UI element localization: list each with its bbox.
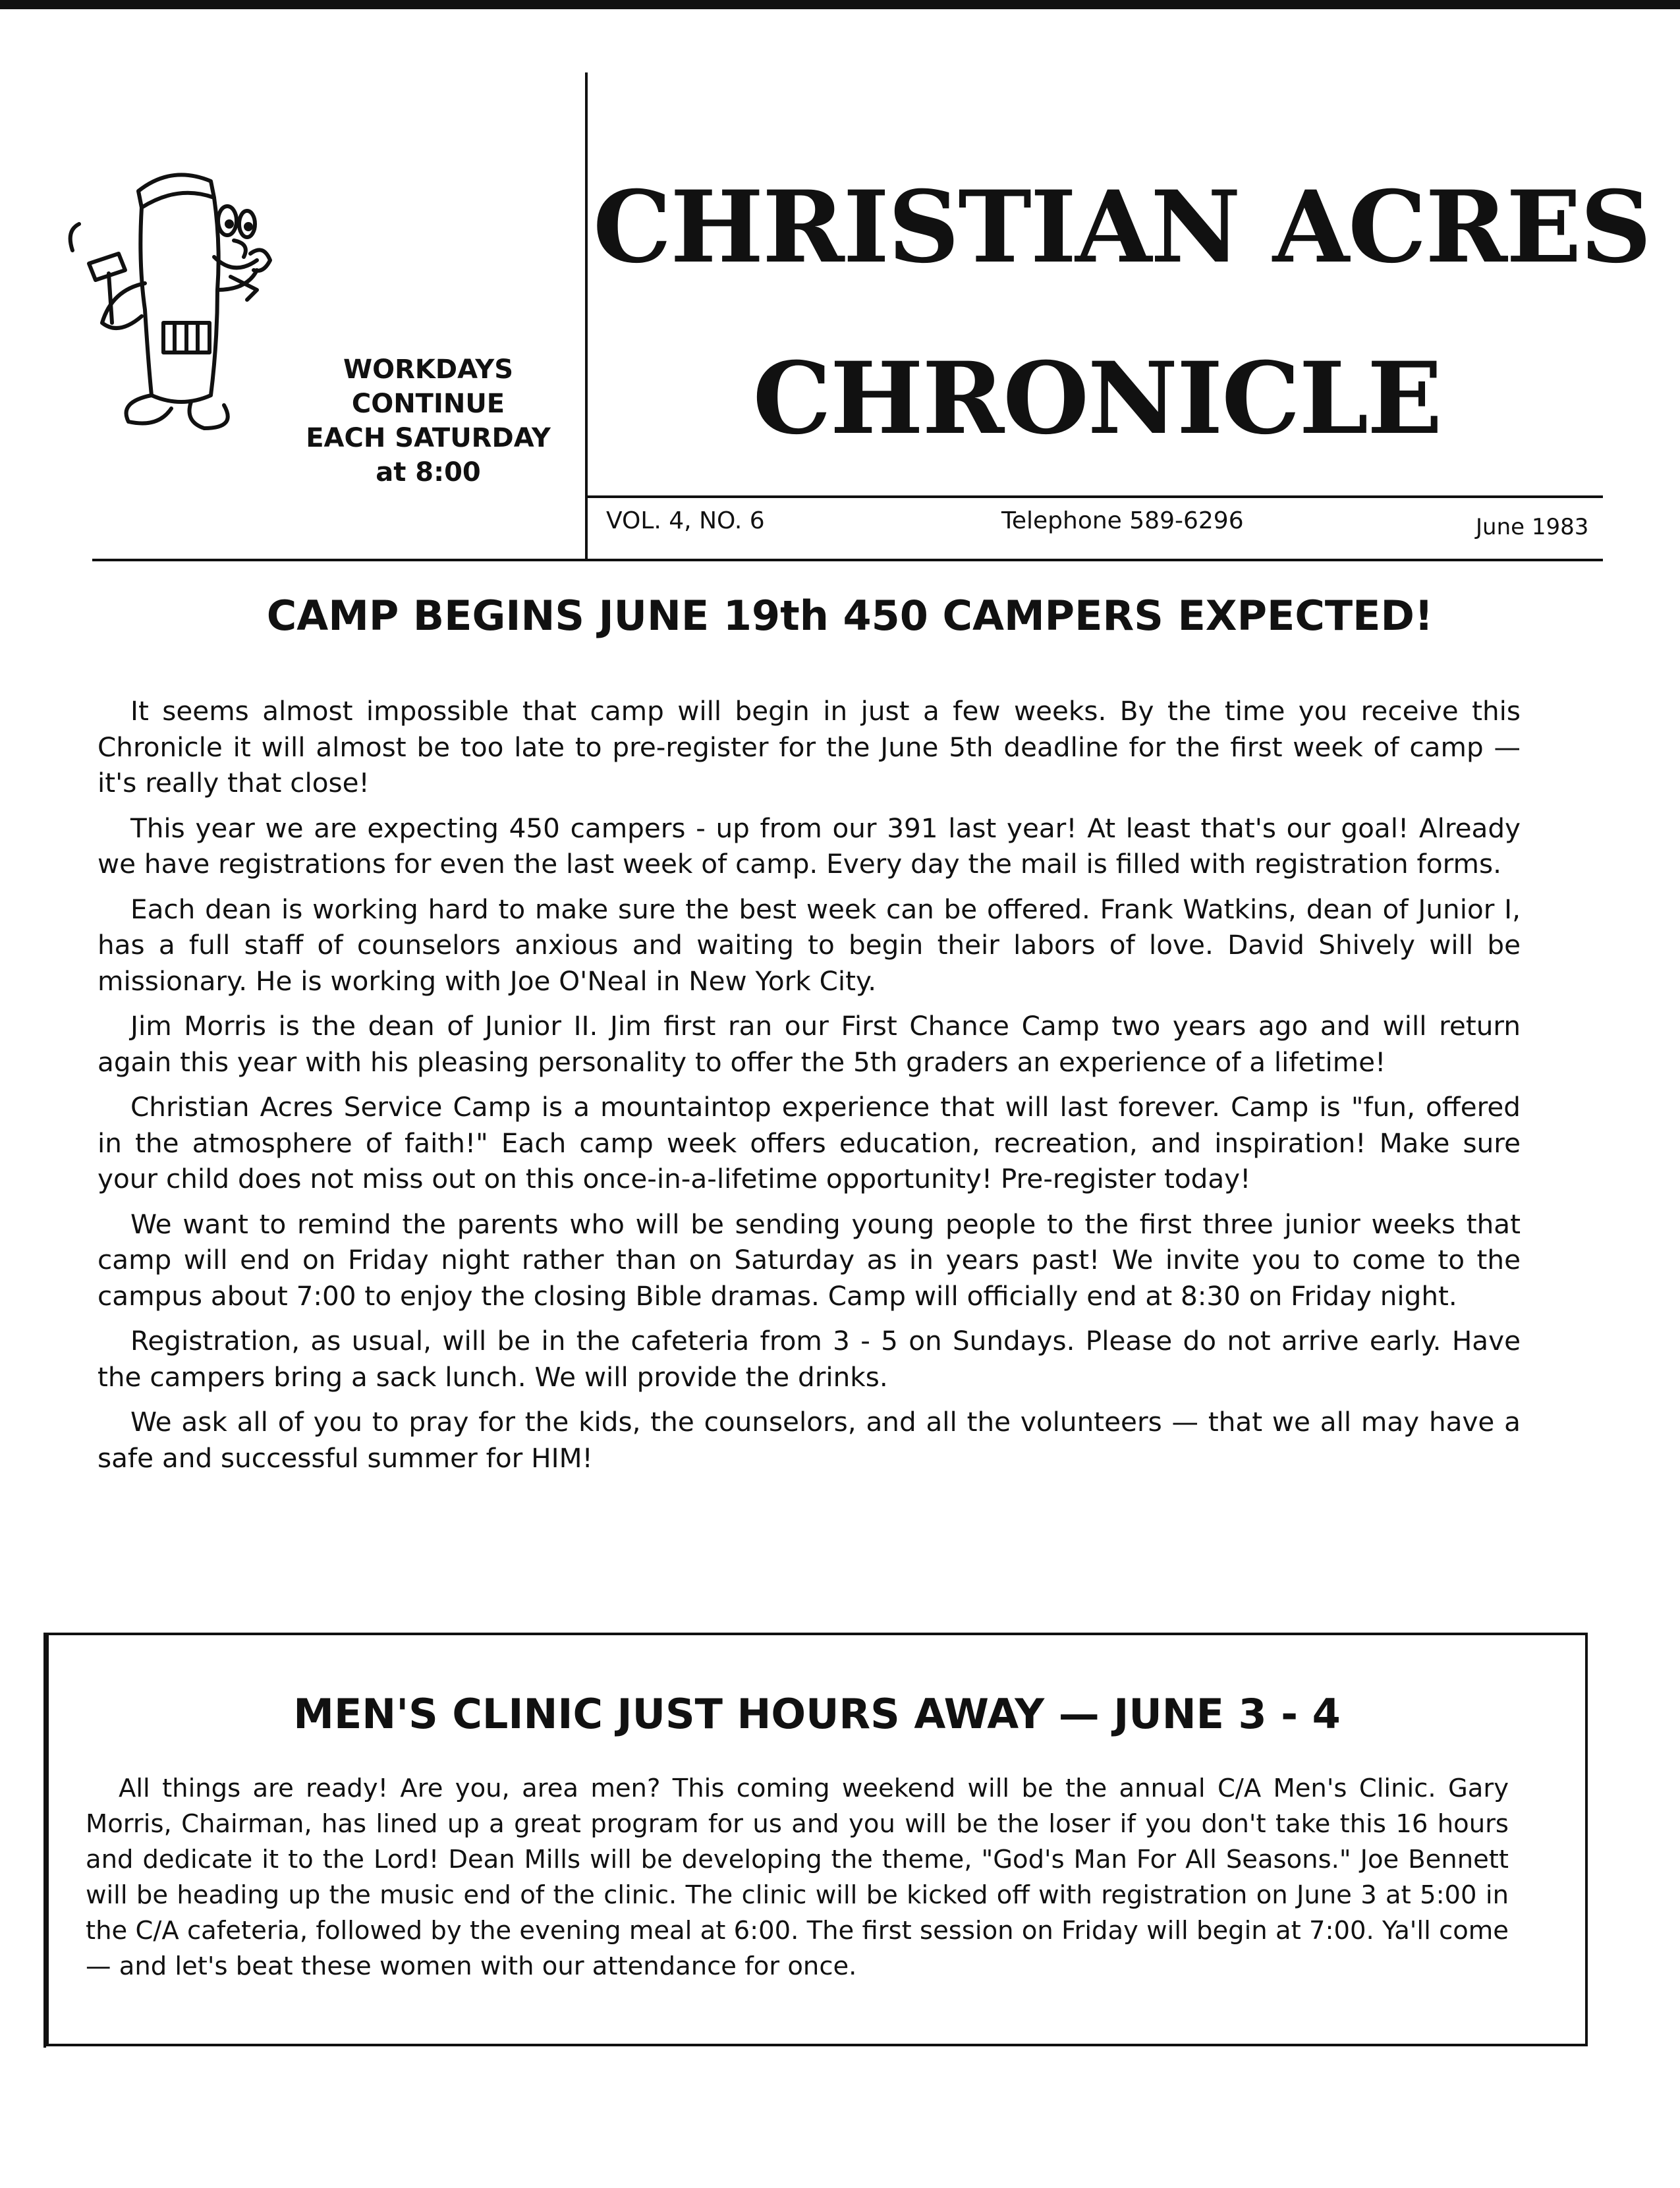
volume-number: VOL. 4, NO. 6 <box>606 507 765 534</box>
workdays-line: EACH SATURDAY <box>306 423 551 453</box>
article-paragraph: Jim Morris is the dean of Junior II. Jim first ran our First Chance Camp two years ago and will return again this year with his pleasing personality to offer the 5th graders an experience of a lifetime! <box>98 1010 1521 1078</box>
telephone-number: Telephone 589-6296 <box>1001 507 1244 534</box>
masthead-divider-vertical <box>585 72 588 560</box>
article-paragraph: It seems almost impossible that camp will begin in just a few weeks. By the time you receive this Chronicle it will almost be too late to pre-register for the June 5th deadline for the first week of camp — it's really that close! <box>98 695 1521 799</box>
article-paragraph: We ask all of you to pray for the kids, the counselors, and all the volunteers — that we all may have a safe and successful summer for HIM! <box>98 1406 1521 1474</box>
title-line-1: CHRISTIAN ACRES <box>593 169 1650 285</box>
masthead-divider-top <box>585 495 1603 498</box>
masthead-divider-left <box>92 559 588 561</box>
workdays-line: WORKDAYS <box>343 354 514 385</box>
masthead-divider-bottom <box>585 559 1603 561</box>
title-line-2: CHRONICLE <box>752 341 1442 457</box>
camp-headline: CAMP BEGINS JUNE 19th 450 CAMPERS EXPECTED! <box>266 592 1434 640</box>
top-border-rule <box>0 0 1680 9</box>
clinic-headline: MEN'S CLINIC JUST HOURS AWAY — JUNE 3 - 4 <box>293 1690 1341 1738</box>
article-paragraph: Christian Acres Service Camp is a mountaintop experience that will last forever. Camp is "fun, offered in the atmosphere of faith!" Each camp week offers education, recreation, and inspiration! Make sure your child does not miss out on this once-in-a-lifetime opportunity! Pre-register today! <box>98 1091 1521 1194</box>
newspaper-title <box>593 142 1650 484</box>
camp-article-body <box>98 693 1521 1485</box>
article-paragraph: Registration, as usual, will be in the cafeteria from 3 - 5 on Sundays. Please do not arrive early. Have the campers bring a sack lunch. We will provide the drinks. <box>98 1325 1521 1393</box>
handyman-mascot-icon <box>66 145 277 461</box>
article-paragraph: Each dean is working hard to make sure the best week can be offered. Frank Watkins, dean of Junior I, has a full staff of counselors anxious and waiting to begin their labors of love. David Shively will be missionary. He is working with Joe O'Neal in New York City. <box>98 893 1521 997</box>
workdays-line: at 8:00 <box>376 457 481 488</box>
article-paragraph: We want to remind the parents who will be sending young people to the first three junior weeks that camp will end on Friday night rather than on Saturday as in years past! We invite you to come to the campus about 7:00 to enjoy the closing Bible dramas. Camp will officially end at 8:30 on Friday night. <box>98 1208 1521 1312</box>
clinic-paragraph: All things are ready! Are you, area men? This coming weekend will be the annual C/A Men's Clinic. Gary Morris, Chairman, has lined up a great program for us and you will be the loser if you don't take this 16 hours and dedicate it to the Lord! Dean Mills will be developing the theme, "God's Man For All Seasons." Joe Bennett will be heading up the music end of the clinic. The clinic will be kicked off with registration on June 3 at 5:00 in the C/A cafeteria, followed by the evening meal at 6:00. The first session on Friday will begin at 7:00. Ya'll come — and let's beat these women with our attendance for once. <box>86 1774 1509 1981</box>
workdays-line: CONTINUE <box>351 389 505 419</box>
issue-date: June 1983 <box>1476 514 1589 540</box>
clinic-article-body <box>86 1771 1509 1984</box>
workdays-notice <box>290 352 567 490</box>
article-paragraph: This year we are expecting 450 campers - up from our 391 last year! At least that's our goal! Already we have registrations for even the last week of camp. Every day the mail is filled with registration forms. <box>98 812 1521 880</box>
